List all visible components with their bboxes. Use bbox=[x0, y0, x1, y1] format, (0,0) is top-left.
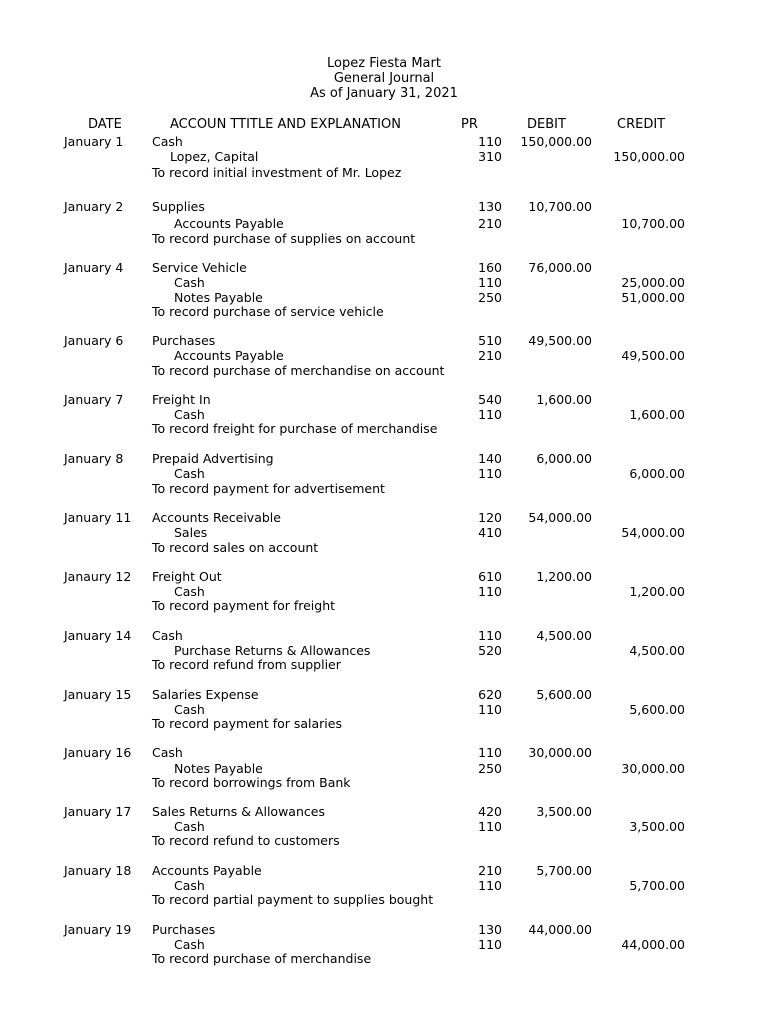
debit-amount: 5,600.00 bbox=[536, 687, 592, 702]
account-title: Cash bbox=[152, 134, 183, 149]
account-title: Notes Payable bbox=[174, 290, 263, 305]
posting-reference: 140 bbox=[478, 451, 502, 466]
credit-amount: 10,700.00 bbox=[621, 216, 685, 231]
entry-explanation: To record partial payment to supplies bought bbox=[152, 892, 434, 907]
credit-amount: 44,000.00 bbox=[621, 937, 685, 952]
entry-date: January 14 bbox=[64, 628, 132, 643]
posting-reference: 110 bbox=[478, 134, 502, 149]
document-title: General Journal bbox=[333, 71, 435, 86]
account-title: Accounts Payable bbox=[174, 216, 284, 231]
entry-explanation: To record borrowings from Bank bbox=[152, 775, 351, 790]
company-name: Lopez Fiesta Mart bbox=[327, 56, 441, 71]
credit-amount: 1,600.00 bbox=[629, 407, 685, 422]
debit-amount: 150,000.00 bbox=[520, 134, 592, 149]
account-title: Cash bbox=[152, 628, 183, 643]
account-title: Freight In bbox=[152, 392, 211, 407]
debit-amount: 1,200.00 bbox=[536, 569, 592, 584]
posting-reference: 210 bbox=[478, 216, 502, 231]
account-title: Cash bbox=[174, 937, 205, 952]
debit-amount: 76,000.00 bbox=[528, 260, 592, 275]
journal-entry bbox=[0, 922, 768, 982]
period-label: As of January 31, 2021 bbox=[310, 86, 458, 101]
entry-explanation: To record initial investment of Mr. Lopez bbox=[152, 165, 402, 180]
journal-entry bbox=[0, 392, 768, 452]
account-title: Notes Payable bbox=[174, 761, 263, 776]
debit-amount: 6,000.00 bbox=[536, 451, 592, 466]
account-title: Sales bbox=[174, 525, 208, 540]
account-title: Cash bbox=[174, 819, 205, 834]
account-title: Cash bbox=[174, 878, 205, 893]
posting-reference: 110 bbox=[478, 937, 502, 952]
debit-amount: 1,600.00 bbox=[536, 392, 592, 407]
posting-reference: 110 bbox=[478, 745, 502, 760]
posting-reference: 110 bbox=[478, 466, 502, 481]
posting-reference: 420 bbox=[478, 804, 502, 819]
posting-reference: 250 bbox=[478, 290, 502, 305]
entry-date: January 17 bbox=[64, 804, 132, 819]
credit-amount: 49,500.00 bbox=[621, 348, 685, 363]
entry-date: January 19 bbox=[64, 922, 132, 937]
entry-explanation: To record freight for purchase of merchandise bbox=[152, 421, 438, 436]
entry-date: January 8 bbox=[64, 451, 124, 466]
entry-explanation: To record payment for freight bbox=[152, 598, 336, 613]
credit-amount: 30,000.00 bbox=[621, 761, 685, 776]
entry-date: January 11 bbox=[64, 510, 132, 525]
entry-date: January 6 bbox=[64, 333, 124, 348]
posting-reference: 210 bbox=[478, 348, 502, 363]
account-title: Freight Out bbox=[152, 569, 222, 584]
entry-explanation: To record purchase of service vehicle bbox=[152, 304, 384, 319]
account-title: Lopez, Capital bbox=[170, 149, 259, 164]
debit-amount: 10,700.00 bbox=[528, 199, 592, 214]
posting-reference: 250 bbox=[478, 761, 502, 776]
account-title: Cash bbox=[152, 745, 183, 760]
entry-explanation: To record refund from supplier bbox=[152, 657, 341, 672]
journal-entry bbox=[0, 510, 768, 570]
credit-amount: 4,500.00 bbox=[629, 643, 685, 658]
entry-date: January 7 bbox=[64, 392, 124, 407]
account-title: Accounts Payable bbox=[174, 348, 284, 363]
entry-explanation: To record purchase of merchandise on account bbox=[152, 363, 445, 378]
account-title: Cash bbox=[174, 702, 205, 717]
entry-date: January 15 bbox=[64, 687, 132, 702]
posting-reference: 520 bbox=[478, 643, 502, 658]
entry-date: January 16 bbox=[64, 745, 132, 760]
account-title: Cash bbox=[174, 584, 205, 599]
journal-entry bbox=[0, 628, 768, 688]
account-title: Salaries Expense bbox=[152, 687, 259, 702]
account-title: Purchases bbox=[152, 922, 216, 937]
posting-reference: 540 bbox=[478, 392, 502, 407]
posting-reference: 130 bbox=[478, 199, 502, 214]
debit-amount: 3,500.00 bbox=[536, 804, 592, 819]
posting-reference: 110 bbox=[478, 819, 502, 834]
debit-amount: 4,500.00 bbox=[536, 628, 592, 643]
journal-entry bbox=[0, 199, 768, 259]
entry-explanation: To record purchase of supplies on account bbox=[152, 231, 416, 246]
account-title: Cash bbox=[174, 466, 205, 481]
credit-amount: 5,600.00 bbox=[629, 702, 685, 717]
journal-entry bbox=[0, 863, 768, 923]
posting-reference: 610 bbox=[478, 569, 502, 584]
account-title: Cash bbox=[174, 275, 205, 290]
column-header-pr: PR bbox=[461, 117, 478, 132]
credit-amount: 6,000.00 bbox=[629, 466, 685, 481]
posting-reference: 310 bbox=[478, 149, 502, 164]
posting-reference: 130 bbox=[478, 922, 502, 937]
posting-reference: 110 bbox=[478, 584, 502, 599]
posting-reference: 510 bbox=[478, 333, 502, 348]
posting-reference: 110 bbox=[478, 702, 502, 717]
debit-amount: 30,000.00 bbox=[528, 745, 592, 760]
debit-amount: 54,000.00 bbox=[528, 510, 592, 525]
account-title: Accounts Receivable bbox=[152, 510, 281, 525]
debit-amount: 44,000.00 bbox=[528, 922, 592, 937]
entry-explanation: To record sales on account bbox=[152, 540, 319, 555]
column-header-account: ACCOUN TTITLE AND EXPLANATION bbox=[170, 117, 401, 132]
posting-reference: 210 bbox=[478, 863, 502, 878]
posting-reference: 410 bbox=[478, 525, 502, 540]
posting-reference: 110 bbox=[478, 407, 502, 422]
posting-reference: 120 bbox=[478, 510, 502, 525]
debit-amount: 5,700.00 bbox=[536, 863, 592, 878]
journal-entry bbox=[0, 260, 768, 324]
journal-entry bbox=[0, 134, 768, 194]
column-header-debit: DEBIT bbox=[527, 117, 566, 132]
credit-amount: 3,500.00 bbox=[629, 819, 685, 834]
debit-amount: 49,500.00 bbox=[528, 333, 592, 348]
entry-date: Janaury 12 bbox=[64, 569, 132, 584]
posting-reference: 110 bbox=[478, 878, 502, 893]
posting-reference: 110 bbox=[478, 275, 502, 290]
entry-explanation: To record refund to customers bbox=[152, 833, 340, 848]
credit-amount: 51,000.00 bbox=[621, 290, 685, 305]
entry-explanation: To record purchase of merchandise bbox=[152, 951, 372, 966]
posting-reference: 620 bbox=[478, 687, 502, 702]
entry-explanation: To record payment for salaries bbox=[152, 716, 342, 731]
credit-amount: 1,200.00 bbox=[629, 584, 685, 599]
credit-amount: 54,000.00 bbox=[621, 525, 685, 540]
posting-reference: 110 bbox=[478, 628, 502, 643]
credit-amount: 25,000.00 bbox=[621, 275, 685, 290]
account-title: Supplies bbox=[152, 199, 205, 214]
account-title: Sales Returns & Allowances bbox=[152, 804, 325, 819]
journal-entry bbox=[0, 333, 768, 393]
account-title: Prepaid Advertising bbox=[152, 451, 274, 466]
column-header-date: DATE bbox=[88, 117, 122, 132]
journal-entry bbox=[0, 745, 768, 805]
credit-amount: 150,000.00 bbox=[613, 149, 685, 164]
account-title: Service Vehicle bbox=[152, 260, 247, 275]
account-title: Accounts Payable bbox=[152, 863, 262, 878]
posting-reference: 160 bbox=[478, 260, 502, 275]
entry-date: January 2 bbox=[64, 199, 124, 214]
journal-entry bbox=[0, 451, 768, 511]
entry-date: January 18 bbox=[64, 863, 132, 878]
entry-date: January 1 bbox=[64, 134, 124, 149]
credit-amount: 5,700.00 bbox=[629, 878, 685, 893]
column-header-credit: CREDIT bbox=[617, 117, 666, 132]
journal-entry bbox=[0, 804, 768, 864]
journal-entry bbox=[0, 569, 768, 629]
account-title: Cash bbox=[174, 407, 205, 422]
entry-explanation: To record payment for advertisement bbox=[152, 481, 385, 496]
account-title: Purchase Returns & Allowances bbox=[174, 643, 371, 658]
entry-date: January 4 bbox=[64, 260, 124, 275]
journal-entry bbox=[0, 687, 768, 747]
account-title: Purchases bbox=[152, 333, 216, 348]
